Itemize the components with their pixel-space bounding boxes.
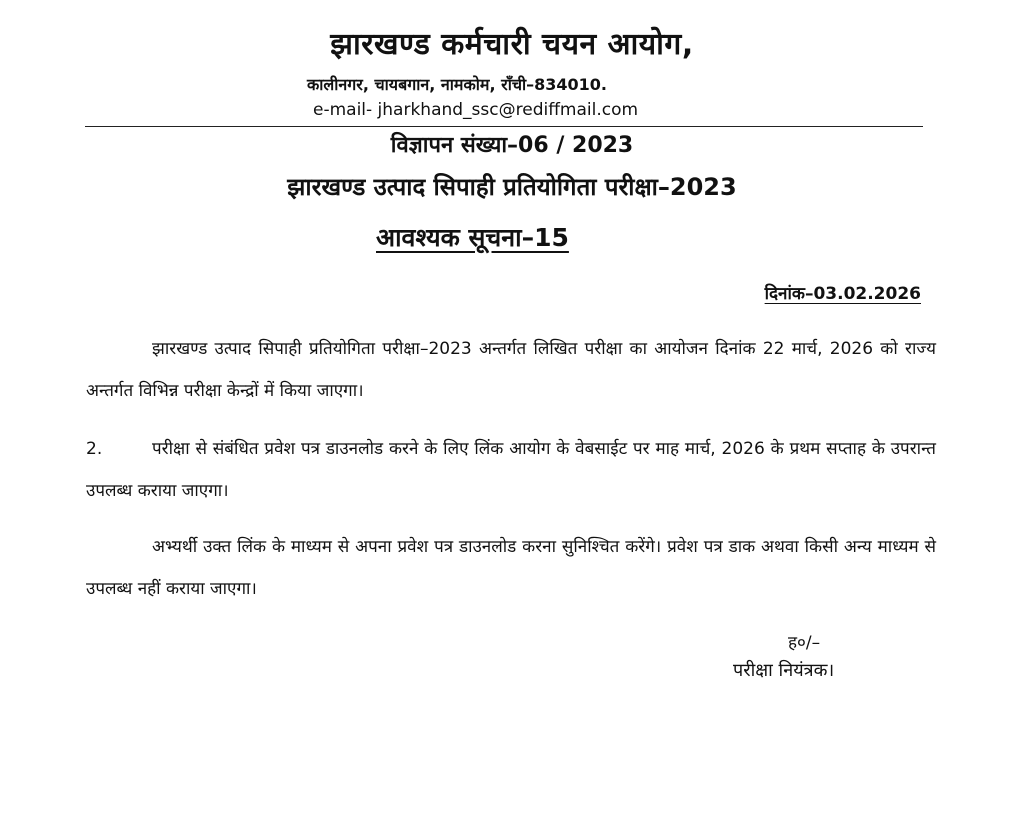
organization-email: e-mail- jharkhand_ssc@rediffmail.com (313, 100, 639, 120)
paragraph-2-number: 2. (86, 439, 103, 459)
organization-name: झारखण्ड कर्मचारी चयन आयोग, (330, 27, 694, 62)
designation: परीक्षा नियंत्रक। (733, 660, 835, 681)
advertisement-number: विज्ञापन संख्या–06 / 2023 (390, 133, 634, 158)
exam-title: झारखण्ड उत्पाद सिपाही प्रतियोगिता परीक्षा–2023 (287, 173, 737, 201)
paragraph-3: अभ्यर्थी उक्त लिंक के माध्यम से अपना प्रवेश पत्र डाउनलोड करना सुनिश्चित करेंगे। प्रवेश पत्र डाक अथवा किसी अन्य माध्यम से उपलब्ध नहीं कराया जाएगा। (86, 537, 936, 599)
organization-address: कालीनगर, चायबगान, नामकोम, राँची–834010. (307, 75, 608, 94)
signature: ह०/– (788, 633, 821, 653)
paragraph-1: झारखण्ड उत्पाद सिपाही प्रतियोगिता परीक्षा–2023 अन्तर्गत लिखित परीक्षा का आयोजन दिनांक 22 मार्च, 2026 को राज्य अन्तर्गत विभिन्न परीक्षा केन्द्रों में किया जाएगा। (86, 339, 936, 401)
paragraph-2-text: परीक्षा से संबंधित प्रवेश पत्र डाउनलोड करने के लिए लिंक आयोग के वेबसाईट पर माह मार्च, 2026 के प्रथम सप्ताह के उपरान्त उपलब्ध कराया जाएगा। (86, 439, 936, 501)
header-divider (85, 126, 923, 127)
notice-date: दिनांक–03.02.2026 (764, 284, 921, 304)
paragraph-2 (86, 428, 936, 512)
notice-title: आवश्यक सूचना–15 (376, 223, 569, 252)
